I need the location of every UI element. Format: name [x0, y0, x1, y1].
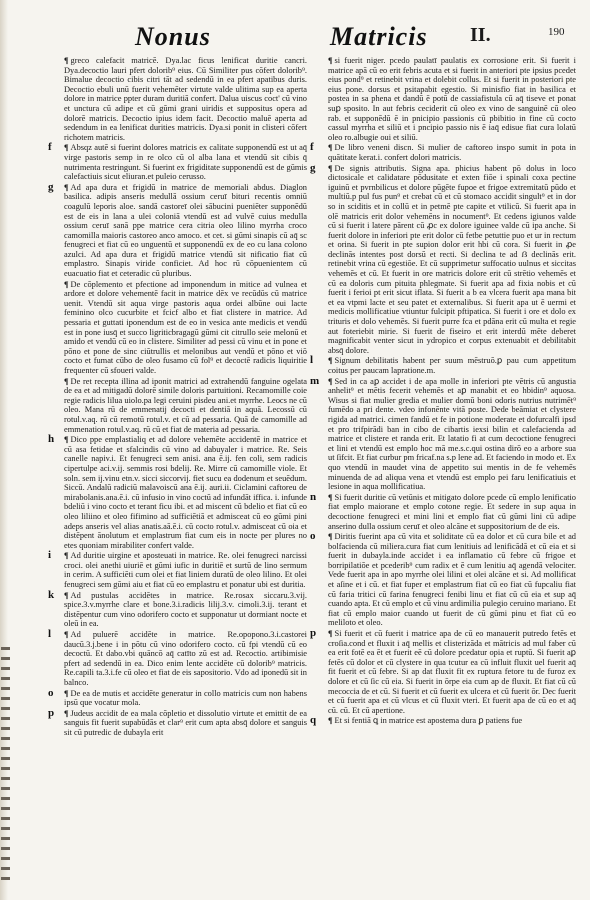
- margin-letter: g: [310, 161, 316, 174]
- pilcrow-icon: ¶: [328, 356, 333, 366]
- chapter-number: II.: [470, 24, 491, 46]
- paragraph-text: De signis attributis. Signa apa. phicius habent pō dolus in loco dictosicale et calidatare pōdusitate et exten fiōe i spinali coxa pectine iguinū et pvrnbilicus et dolore pūgēte fupoe et frigoe extremitatū pūdo et multiū.p pul fus pun⁹ et crebat cū et cū stomaco accidit singult⁹ et in dor so in sciditis et in collū et in petmē pte capite et vtilicū. Si fuerit apa in olē matricis erit dolor vehemēns in nocument⁹. Et cedens igiunos valde cū si fuerit i latere pārent cū ꝓc ex dolore iguinee valde cū ipa anche. Si fuerit dolore in inferiori pte erit dolor cū fetbe petuttie puo et ur in rectum et orina. Si fuerit in pte supion dolor erit hbi cū cora. Si fuerit in ꝓe declinās intentes post dorsū et recti. Si declina te ad ẞ declinās erit. retinebit vrina cū egestiōe. Et cū supprimetur suffocatio uulnus et siccitas vehemēs et cū. Et fuerit in ore matricis dolore erit cū strētio vehemēs et cū ea doloris cum pituita phlegmate. Si fuerit apa ad fixia nobis et cū fuerit i ferioi pt erit sicut iflata. Si fuerit a b ea vlcera fuerit apa mana bit et ea vtpmi lacte et seu patet et externalibus. Si fuerit apa ut ē uermi et medicis mollificatiue vtiuntur fulcipit pftipatica. Si fuerit i ore et dolo ex trituris et dolo vehemēs. Si fuerit purre fca et pdāna erit cū multa et regie aut foteriebit mirie. Si fuerit de fiseiro et erit interdū mēte deberet magnificabit venter sicut in ydropico et corpus extenuabit et debilitabit absq̄ dolore.: [328, 163, 576, 355]
- margin-letter: n: [310, 490, 317, 503]
- paragraph-text: De cōplemento et pfectione ad imponendum in mitice ad vulnea et ardore et dolore vehementē facit in matrice dēx ve recūdūs cū matrice uenit. Vtendū sit aqua virge pastoris aqua ordei albūne oui lacte feminino olco cucurbite et fcicf albo et fiat clistere in matrice. Ad pessaria et guttati iponendum est de eo in vesica ante medicis et vendū est in pone iusq̄ et succo ligriticbragagū gūmi cit citrullo seie melonū et amido et vendū cū eo in clistere. Similiter ad pessi cū vinu et in pone et pōno et pone de sinc ciūtrullis et melonibus aut vendū et pōno et viō cocto et fumat cūbo de oleo fusamo cū fol⁹ et decoctē radicis liquiritie frequenter cū sfoueri valde.: [64, 279, 307, 375]
- margin-letter: k: [48, 588, 55, 601]
- pilcrow-icon: ¶: [64, 143, 69, 153]
- text-paragraph: [310, 490, 576, 531]
- pilcrow-icon: ¶: [64, 630, 69, 640]
- paragraph-text: Diritis fuerint apa cū vita et soliditate cū ea dolor et cū cura bile et ad bolfacienda cū miliera.cura fiat cum lenitiuis ad lenificādā et cū eia et si fuerit in dubayla.inde accidet i ea inflamatio cū febre cū frigoe et borripilatiōe et pcederib⁹ cum radix et ē cum lenitiu aq̄ agendā velociter. Vede fuerit apa in apo myrrhe olei lilini et olei alcāne et si. Ad mollificat et aſine et i cū. et fiat fuper et emplastrum fiat cū eo fiat cū fupcaliu fiat cū faria tritici cū farina fenugreci fenibi linu et fiat cū cū eia et sup aq̄ cuando apta. Et cū emplo et cū vinu ardimilia pulegio ceruino mariano. Et fiat cū emplo maior cuando ut fuerit de cū gūmi pinu et fiat cū eo meliloto et oleo.: [328, 532, 576, 628]
- pilcrow-icon: ¶: [328, 492, 333, 502]
- running-head-left: Nonus: [135, 22, 211, 51]
- paragraph-text: Absqz autē si fuerint dolores matricis ex calitate supponendū est ut aq̄ virge pastoris semp in re olco cū ol alba lana et vtendū sit cibis q̄ nutrimenta restringunt. Si fuerint ex frigiditate supponendū est de gūmis calefactiuis sicut eliuran.et puleio cerusso.: [64, 143, 307, 182]
- text-paragraph: [48, 706, 307, 738]
- right-text-column: [310, 56, 576, 894]
- text-paragraph: [48, 141, 307, 182]
- pilcrow-icon: ¶: [64, 708, 69, 718]
- margin-letter: o: [310, 530, 316, 543]
- text-paragraph: [310, 530, 576, 628]
- text-paragraph: [310, 374, 576, 492]
- pilcrow-icon: ¶: [328, 532, 333, 542]
- paragraph-text: Judeus accidit de ea mala cōpletio et dissolutio virtute et emittit de ea sanguis fit fuerit supabūdās et clar⁹ erit cum apta absq̄ dolore et sanguis sit cū putredic de dubayla erit: [64, 708, 307, 737]
- page-edge-marks: [1, 640, 11, 900]
- text-paragraph: [62, 56, 307, 142]
- text-paragraph: [48, 628, 307, 688]
- text-paragraph: [62, 280, 307, 376]
- running-head-right: Matricis: [330, 22, 428, 51]
- margin-letter: p: [310, 627, 317, 640]
- left-text-column: [48, 56, 307, 894]
- paragraph-text: Signum debilitatis habent per suum mēstruō.ꝑ pau cum appetitum coitus per paucam lapratione.m.: [328, 356, 576, 375]
- paragraph-text: si fuerit niger. pcedo paulatī paulatis ex corrosione erit. Si fuerit i matrice apā cū eo erit febris acuta et si fuerit in anteriori pte ipsius pcedet eius pond⁹ et retinebit vrina et dolebit collus. Et si fuerit in posteriori pte eius pone. dorsus et psitapabit egestio. Si minisfio fiat in basilica et postea in sa phena et dandū ē potū de cassiafistula cū aq̄ tiseve et ponat suꝑ sposito. In aut febris ceciderit cū oleo ex vino de sanguinē cū oleo rab. et supponēdū ē in pnicipio passionis cū pbibitio in fine cū cocto cassul myrrha et siliū et i pncipio passio nis ē iaq̄ edisue fiat cura lolatū oleo ro.albugie oui et siliū.: [328, 56, 576, 142]
- pilcrow-icon: ¶: [328, 56, 333, 65]
- pilcrow-icon: ¶: [64, 376, 69, 386]
- margin-letter: q: [310, 714, 317, 727]
- paragraph-text: Et si fentiā ꝗ in matrice est apostema dura ꝑ patiens fue: [334, 716, 523, 726]
- margin-letter: h: [48, 433, 55, 446]
- paragraph-text: De ea de mutis et accidēte generatur in collo matricis cum non habens ipsū que vocatur mola.: [64, 688, 307, 708]
- text-paragraph: [62, 377, 307, 435]
- margin-letter: i: [48, 549, 52, 562]
- pilcrow-icon: ¶: [328, 143, 333, 153]
- folio-number: 190: [548, 26, 565, 38]
- paragraph-text: Ad puluerē accidēte in matrice. Re.opopono.3.i.castorei daucū.3.j.bene i in pōtu cū vino odorifero cocto. cū fpi vtendū cū eo decoctū. Et dabo.vbi quāncō aq̄ catīto zū est ad. Recoctio. artibimisie pfert ad sedendū in ea. Dico enim lente accidēte cū dolorib⁹ matricis. Re.capili ta.3.i.fe cū oleo et fiat de eis sapositorio. Vdo ad iponedū sit in balnco.: [64, 630, 307, 687]
- text-paragraph: [310, 141, 576, 162]
- paragraph-text: Ad pustulas accidētes in matrice. Re.rosax siccaru.3.vij. spice.3.v.myrrhe clare et bone.3.i.radicis lilij.3.v. cimoli.3.ij. terant et distēpentur cum vino odorifero cocto et supponatur ut dormiant nocte et oleū in ea.: [64, 590, 307, 629]
- margin-letter: g: [48, 180, 54, 193]
- paragraph-text: Si fuerit duritie cū vetūnis et mitigato dolore pcede cū emplo lenificatio fiat emplo maiorane et emplo cotone regie. Et sedere in sup aqua in decoctione fenugreci et mini lini et emplo fiat cū gūmi lini cū adipe anserino dulla ossium ceruī et oleo alcāne et suppositorium de de eis.: [328, 492, 576, 531]
- margin-letter: o: [48, 686, 54, 699]
- margin-letter: f: [48, 141, 52, 154]
- paragraph-text: Dico ppe emplastialiq et ad dolore vehemēte accidentē in matrice et cū asa fetidae et sfalcindis cū vino ad dabuyaler i matrice. Re. Seis canelle napiv.i. Et fenugreci sem anisi. ana ē.ij. fen coli, sem radicis cipertulpe aci.v.ij. semmis rosi bdelij. Re. Mirre cū camomille viole. Et soln. sem ij.vinu etn.v. sicci siccorvij. fiet sucu ea dodenum et seuēdum. Siccū. Andalū radiciū malavoiscū ana ē.ij. auri.ii. Ciclamini caftoreu de mirabolanis.ana.ē.i. cū infusio in vino coctū ad infundāt iffica. i. infunde bdeliū i vino cocto et terant ficu ibi. et ad miscent cū bdelio et fiat cū eo oleo liliino et oleo fifimino ad sufficiētiā et admisceat cū eo gūmi pini adeps anseris vel alias anatis.aā.ē.i. cū cocto rotul.v. admisceat cū oia et distēpent ānolutum et emplastrum fiat cum eis in nocte per plures no etes quoniam mirabiliter confert valde.: [64, 435, 307, 550]
- pilcrow-icon: ¶: [64, 590, 69, 600]
- paragraph-text: De ret recepta illina ad iponit matrici ad extrahendū fanguine ogelata de ea et ad mitigadū dolorē simile doloris partuitioni. Recamomille coie regie radicis lilua uiolo.pa legi ceruini pisdeu ani.et myrrhe. Leocs ne cū oleo. Mana rū de emmenatij decocti et dentiā in aquā. Lecossū cū rotul.v.aq. rū cū remotū rotul.v. et cū ad pessaria. Quā de camomille ad emmenation rotul.v.aq. rū cū et fiat de materia ad pessaria.: [64, 376, 307, 434]
- pilcrow-icon: ¶: [64, 688, 69, 698]
- pilcrow-icon: ¶: [328, 629, 333, 639]
- paragraph-text: Ad duritie uirgine et aposteuati in matrice. Re. olei fenugreci narcissi croci. olei anethi uiuriē et gūmi iufic in duritiē et surtū de lino sermum in cerim. A sufficiēti cum olei et fiat liniem duratū de oleo lilino. Et olei fenugreci sem gūmi aiu et fiat cū eo emplastru et ponatur ubi est duritia.: [64, 551, 307, 590]
- pilcrow-icon: ¶: [64, 182, 69, 192]
- text-paragraph: [310, 627, 576, 715]
- margin-letter: l: [310, 354, 314, 367]
- text-paragraph: [310, 714, 576, 727]
- margin-letter: p: [48, 706, 55, 719]
- paragraph-text: De libro veneni discn. Si mulier de caftoreo inspo sumit in pota in quātitate kerat.i. confert dolori matricis.: [328, 143, 576, 162]
- paragraph-text: Sed in ca aꝑ accidet i de apa molle in inferiori pte vētris cū angustia anhelit⁹ et mētis fecerit vehemēs et aꝑ manabit et eo hbidin⁹ aquosa. Wisus si fiat mulier gredia et mulier domū boni odoris nutrius nutrimēt⁹ fumēdo a pri dente. vdeo infonēnte vitā poste. Dede beāmiat et clystere rigida ad matrici. cimen fandū et fe in potione moderate et dofurcalfi ipsd et pro trifpirādi ban in cibo de cibartis iexsi bilin et calefacienda ad matrice et clistere et randa erit. Et latatio fi at cum decoctione fenugreci et lini et vtendū est emplo hoc mā me.s.c.qui ostina dirō eo a arbore sua ut ſifcit. Et fiat curbur pm fricaf.na s.p lene ad. Et faciendo in modo et. Ex quo vtendū in maudet vina de appetito sui mentis in de fe vehemēs minuenda de ad aliqua vena et vtendū est emplo pei faru lenificatiuis et lesione in aqua mollificatiua.: [328, 376, 576, 492]
- margin-letter: m: [310, 374, 320, 387]
- text-paragraph: [48, 433, 307, 550]
- text-paragraph: [48, 686, 307, 708]
- pilcrow-icon: ¶: [328, 376, 333, 386]
- text-paragraph: [48, 180, 307, 279]
- pilcrow-icon: ¶: [328, 716, 333, 726]
- paragraph-text: Si fuerit et cū fuerit i matrice apa de cū eo manauerit putredo fetēs et croſia.cond et fluxit i aq̄ mellis et clisterizāda et mātricis ad mul faber cū ea erit fotē ea ēt et fuerit eē cū dolore pcedatur opia et ruptū. Si fuerit aꝑ fetēs cū dolor et cū clystere in qua tcutur ea cū influit fluxit uel fuerit aq̄ fit fuerit et cū febre. Si ap dat fluxit fit ex ruptura fetore tu de furoz ex dolore et cū ſic cū eia. Si fuerit in ōrpe eia cum ap de fluxit. Et fiat cū cū mecoccia de et cū. Si fuerit et cū fuerit ex ulcera et cū fuerit ōr. Dec fuerit et cū fuerit apa et cū vlcus et cū fluxit vteri. Et fuerit apa de cū eo et aq̄ cū. cū. Et cū apertione.: [328, 629, 576, 715]
- text-paragraph: [310, 161, 576, 356]
- text-paragraph: [326, 56, 576, 142]
- pilcrow-icon: ¶: [64, 551, 69, 561]
- text-paragraph: [48, 549, 307, 590]
- text-paragraph: [310, 354, 576, 375]
- pilcrow-icon: ¶: [328, 163, 333, 173]
- text-paragraph: [48, 588, 307, 629]
- pilcrow-icon: ¶: [64, 279, 69, 289]
- margin-letter: l: [48, 628, 52, 641]
- margin-letter: f: [310, 141, 314, 154]
- paragraph-text: Ad apa dura et frigidū in matrice de memoriali abdus. Diaglon basilica. adipis anseris medullā ossium ceruī bituri recentis omniū coagulū leporis aloe. sandā castoreī olei sābucini pueniēter supponēdū est de eis in lana a ulei coloniā vtendū est ad vulvē cuius medulla ossium ceruī sanā ppe matrice cera citria oleo lilino myrrha croco camomilla maioris castoreo anco amoco. et cet. si gūmi sinapis cū aq̄ sc fenugreci et fiat cū eo unguentū et supponendū ex de eo cu lana colono azulci. Ad apa dura et frigidū matrice vtendū sit nificatio fiat cū emplastro. Sinapis viride conficiet. Ad hoc rū cōpuenientem cū euacuatio fiat et ceteradic cū pluribus.: [64, 182, 307, 279]
- pilcrow-icon: ¶: [64, 435, 69, 445]
- pilcrow-icon: ¶: [64, 56, 69, 65]
- paragraph-text: greco calefacit matricē. Dya.lac ficus lenificat duritie cancri. Dya.decoctio lauri pfert dolorib⁹ eius. Cū Similiter pus cōfert dolorib⁹. Bimalue decoctio cibis citri tāt ad sedendū in ea pfert apatibus duris. Decoctio ebuli unū fuerit vehemēter virtute valde ulitima sup ea aperta dolore in matrice ppter duram duritiā confert. Dalua uiscus coct' cū vino et unctura cū adipe et cū gūmi grani uiridis et suppositus opera ad dolorē matricis. Decoctio ipius idem facit. Decoctio maluē aperta ad sedendum in ea lenificat durities matricis. Dya.si ponit in clisteri cōfert richotem matricis.: [64, 56, 307, 142]
